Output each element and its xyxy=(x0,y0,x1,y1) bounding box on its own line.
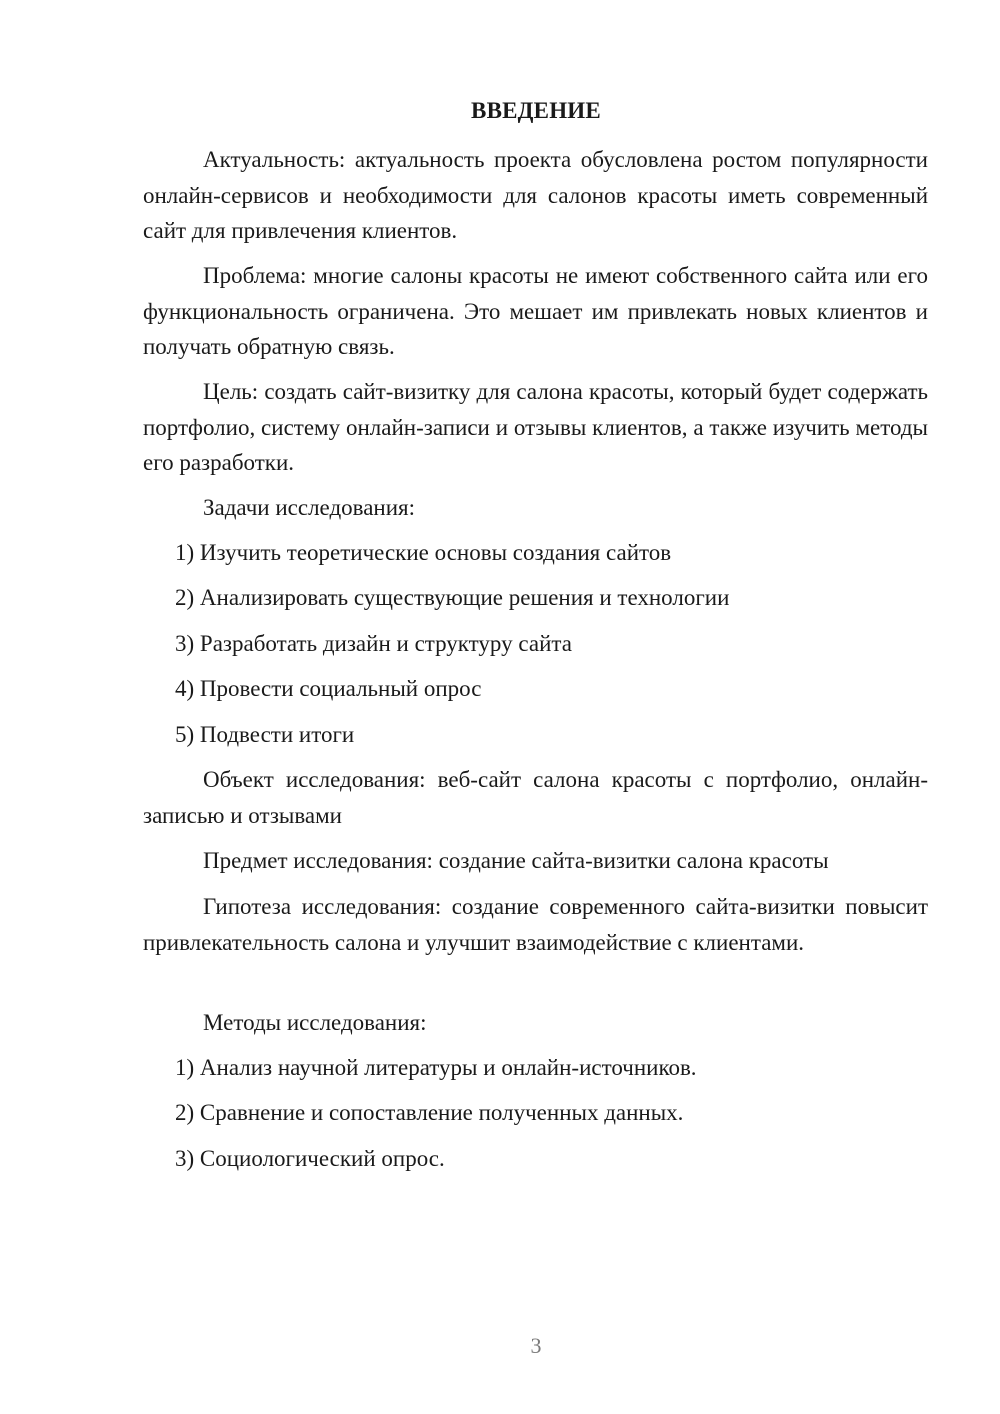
method-item-2: 2) Сравнение и сопоставление полученных данных. xyxy=(175,1100,684,1125)
task-item-2: 2) Анализировать существующие решения и технологии xyxy=(175,585,730,610)
task-item-1: 1) Изучить теоретические основы создания сайтов xyxy=(175,540,672,565)
page-number: 3 xyxy=(530,1333,542,1358)
methods-heading: Методы исследования: xyxy=(203,1010,427,1035)
relevance-paragraph: Актуальность: актуальность проекта обусловлена ростом популярности онлайн-сервисов и необходимости для салонов красоты иметь современный сайт для привлечения клиентов. xyxy=(143,147,928,243)
subject-paragraph: Предмет исследования: создание сайта-визитки салона красоты xyxy=(203,848,829,873)
tasks-heading: Задачи исследования: xyxy=(203,495,416,520)
method-item-1: 1) Анализ научной литературы и онлайн-источников. xyxy=(175,1055,697,1080)
goal-paragraph: Цель: создать сайт-визитку для салона красоты, который будет содержать портфолио, систему онлайн-записи и отзывы клиентов, а также изучить методы его разработки. xyxy=(143,379,928,475)
section-title: ВВЕДЕНИЕ xyxy=(471,98,601,123)
problem-paragraph: Проблема: многие салоны красоты не имеют собственного сайта или его функциональность ограничена. Это мешает им привлекать новых клиентов и получать обратную связь. xyxy=(143,263,928,359)
task-item-5: 5) Подвести итоги xyxy=(175,722,355,747)
task-item-4: 4) Провести социальный опрос xyxy=(175,676,482,701)
task-item-3: 3) Разработать дизайн и структуру сайта xyxy=(175,631,572,656)
hypothesis-paragraph: Гипотеза исследования: создание современного сайта-визитки повысит привлекательность салона и улучшит взаимодействие с клиентами. xyxy=(143,894,928,955)
object-paragraph: Объект исследования: веб-сайт салона красоты с портфолио, онлайн-записью и отзывами xyxy=(143,767,928,828)
method-item-3: 3) Социологический опрос. xyxy=(175,1146,445,1171)
